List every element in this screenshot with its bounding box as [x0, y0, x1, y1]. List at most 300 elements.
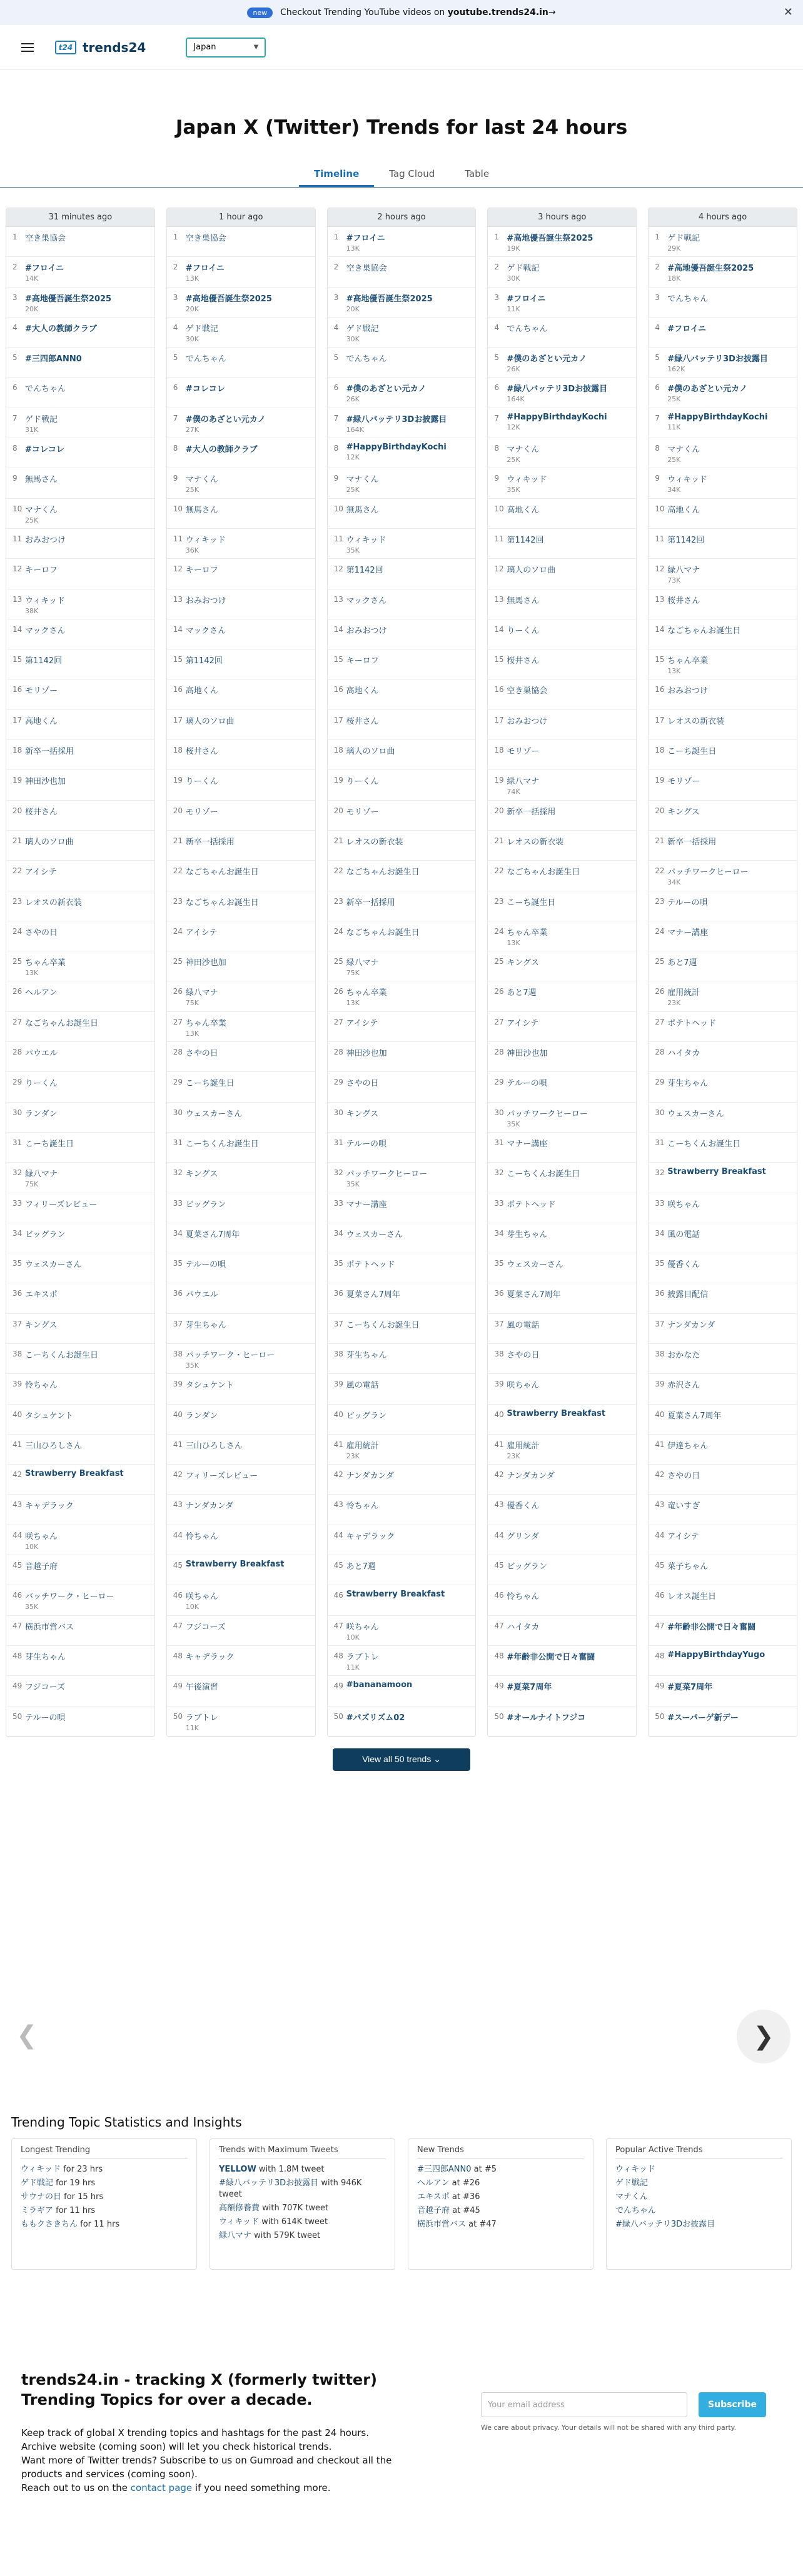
trend-name[interactable]: キャデラック: [25, 1501, 74, 1511]
trend-name[interactable]: レオスの新衣装: [507, 837, 564, 847]
trend-name[interactable]: #HappyBirthdayYugo: [667, 1650, 765, 1660]
trend-name[interactable]: キーロフ: [185, 566, 218, 576]
trend-name[interactable]: 璃人のソロ曲: [25, 837, 74, 847]
trend-row[interactable]: [328, 529, 476, 559]
trend-name[interactable]: なごちゃんお誕生日: [346, 868, 420, 878]
trend-name[interactable]: マナー講座: [346, 1200, 387, 1210]
logo[interactable]: [55, 40, 146, 55]
trend-row[interactable]: [488, 740, 636, 770]
trend-name[interactable]: キーロフ: [346, 656, 379, 666]
trend-name[interactable]: マナくん: [185, 475, 218, 485]
trend-row[interactable]: [6, 257, 154, 287]
trend-row[interactable]: [649, 1616, 797, 1646]
trend-name[interactable]: ウィキッド: [346, 535, 386, 545]
trend-row[interactable]: [6, 499, 154, 529]
trend-row[interactable]: [649, 1495, 797, 1525]
trend-row[interactable]: [649, 801, 797, 831]
trend-row[interactable]: [167, 649, 315, 679]
trend-name[interactable]: 竜いすぎ: [667, 1501, 700, 1511]
trend-name[interactable]: 緑八マナ: [185, 988, 218, 998]
trend-name[interactable]: アイシテ: [185, 928, 218, 938]
trend-name[interactable]: 空き巣協会: [25, 234, 66, 243]
trend-row[interactable]: [649, 710, 797, 740]
trend-row[interactable]: [328, 468, 476, 498]
trend-name[interactable]: あと7週: [507, 988, 537, 998]
trend-name[interactable]: フィリーズレビュー: [25, 1200, 98, 1210]
trend-row[interactable]: [328, 1193, 476, 1223]
trend-row[interactable]: [6, 1344, 154, 1374]
trend-row[interactable]: [167, 348, 315, 378]
trend-name[interactable]: 神田沙也加: [346, 1049, 387, 1059]
trend-name[interactable]: おみおつけ: [25, 535, 66, 545]
trend-name[interactable]: 無馬さん: [507, 596, 540, 606]
trend-name[interactable]: さやの日: [25, 928, 58, 938]
trend-name[interactable]: 無馬さん: [185, 505, 218, 515]
trend-row[interactable]: [167, 1465, 315, 1495]
trend-name[interactable]: 夏菜さん7周年: [667, 1411, 722, 1421]
trend-name[interactable]: モリゾー: [346, 807, 379, 817]
trend-name[interactable]: あと7週: [346, 1562, 376, 1572]
trend-name[interactable]: #フロイニ: [25, 264, 64, 274]
trend-row[interactable]: [488, 891, 636, 921]
trend-name[interactable]: 高地くん: [346, 686, 379, 696]
trend-row[interactable]: [649, 559, 797, 589]
trend-row[interactable]: [167, 257, 315, 287]
trend-row[interactable]: [328, 649, 476, 679]
trend-name[interactable]: さやの日: [346, 1079, 379, 1089]
trend-row[interactable]: [488, 1283, 636, 1313]
trend-name[interactable]: ゲド戦記: [185, 324, 218, 334]
trend-name[interactable]: ナンダカンダ: [667, 1320, 715, 1330]
trend-name[interactable]: あと7週: [667, 958, 697, 968]
trend-name[interactable]: #緑八バッテリ3Dお披露目: [507, 384, 608, 394]
trend-row[interactable]: [6, 1283, 154, 1313]
trend-row[interactable]: [6, 861, 154, 891]
trend-name[interactable]: マックさん: [185, 626, 226, 636]
trend-name[interactable]: こーちくんお誕生日: [346, 1320, 420, 1330]
trend-row[interactable]: [649, 468, 797, 498]
trend-row[interactable]: [649, 619, 797, 649]
trend-name[interactable]: なごちゃんお誕生日: [185, 898, 259, 908]
trend-row[interactable]: [649, 679, 797, 709]
trend-row[interactable]: [328, 831, 476, 861]
trend-row[interactable]: [6, 529, 154, 559]
trend-row[interactable]: [328, 559, 476, 589]
trend-row[interactable]: [488, 861, 636, 891]
stats-keyword[interactable]: #緑八バッテリ3Dお披露目: [615, 2219, 715, 2229]
trend-row[interactable]: [649, 408, 797, 438]
trend-row[interactable]: [6, 1435, 154, 1465]
trend-name[interactable]: 伊達ちゃん: [667, 1441, 709, 1451]
trend-row[interactable]: [488, 1193, 636, 1223]
trend-name[interactable]: パッチワークヒーロー: [507, 1109, 588, 1119]
trend-name[interactable]: 璃人のソロ曲: [185, 716, 235, 726]
stats-keyword[interactable]: 緑八マナ: [219, 2230, 252, 2240]
trend-name[interactable]: 風の電話: [507, 1320, 540, 1330]
trend-name[interactable]: ウェスカーさん: [346, 1230, 403, 1240]
trend-row[interactable]: [488, 1253, 636, 1283]
announcement-link[interactable]: youtube.trends24.in: [447, 8, 548, 18]
trend-row[interactable]: [6, 619, 154, 649]
trend-name[interactable]: 第1142回: [346, 566, 383, 576]
trend-name[interactable]: モリゾー: [667, 777, 700, 787]
trend-row[interactable]: [488, 1163, 636, 1193]
trend-row[interactable]: [328, 770, 476, 800]
trend-name[interactable]: 優香くん: [667, 1260, 700, 1270]
trend-row[interactable]: [488, 619, 636, 649]
trend-row[interactable]: [649, 288, 797, 318]
country-select[interactable]: [186, 38, 266, 58]
trend-name[interactable]: ランダン: [25, 1109, 58, 1119]
trend-row[interactable]: [488, 1042, 636, 1072]
trend-row[interactable]: [167, 1616, 315, 1646]
stats-keyword[interactable]: 高額修養費: [219, 2203, 260, 2213]
trend-row[interactable]: [488, 1133, 636, 1163]
trend-row[interactable]: [167, 921, 315, 951]
trend-name[interactable]: ちゃん卒業: [25, 958, 66, 968]
trend-name[interactable]: 芽生ちゃん: [346, 1350, 387, 1360]
trend-row[interactable]: [649, 1676, 797, 1706]
stats-keyword[interactable]: マナくん: [615, 2192, 649, 2202]
trend-name[interactable]: りーくん: [346, 777, 379, 787]
trend-row[interactable]: [488, 951, 636, 981]
trend-name[interactable]: ナンダカンダ: [507, 1471, 555, 1481]
trend-row[interactable]: [6, 559, 154, 589]
trend-name[interactable]: でんちゃん: [507, 324, 548, 334]
trend-row[interactable]: [649, 770, 797, 800]
trend-row[interactable]: [488, 589, 636, 619]
trend-name[interactable]: テルーの唄: [507, 1079, 547, 1089]
trend-row[interactable]: [488, 1495, 636, 1525]
trend-name[interactable]: #オールナイトフジコ: [507, 1713, 586, 1723]
trend-name[interactable]: 怜ちゃん: [185, 1531, 218, 1541]
trend-name[interactable]: #大人の教師クラブ: [185, 445, 258, 455]
trend-row[interactable]: [6, 831, 154, 861]
trend-name[interactable]: 高地くん: [25, 716, 58, 726]
trend-row[interactable]: [6, 951, 154, 981]
trend-row[interactable]: [488, 801, 636, 831]
trend-row[interactable]: [6, 1042, 154, 1072]
trend-name[interactable]: 午後演習: [185, 1683, 218, 1693]
trend-row[interactable]: [6, 348, 154, 378]
trend-name[interactable]: 第1142回: [185, 656, 223, 666]
trend-row[interactable]: [328, 1283, 476, 1313]
trend-name[interactable]: #夏菜7周年: [507, 1683, 552, 1693]
trend-row[interactable]: [6, 1163, 154, 1193]
trend-row[interactable]: [167, 1525, 315, 1555]
trend-row[interactable]: [488, 1616, 636, 1646]
trend-name[interactable]: #HappyBirthdayKochi: [346, 443, 447, 453]
trend-name[interactable]: 夏菜さん7周年: [346, 1290, 400, 1300]
trend-row[interactable]: [328, 981, 476, 1011]
trend-name[interactable]: ラブトレ: [185, 1713, 218, 1723]
trend-name[interactable]: なごちゃんお誕生日: [346, 928, 420, 938]
trend-row[interactable]: [328, 1103, 476, 1133]
stats-keyword[interactable]: ウィキッド: [615, 2164, 655, 2174]
trend-name[interactable]: 桜井さん: [346, 716, 379, 726]
trend-name[interactable]: 神田沙也加: [185, 958, 226, 968]
trend-row[interactable]: [167, 288, 315, 318]
trend-row[interactable]: [328, 257, 476, 287]
trend-name[interactable]: キングス: [25, 1320, 58, 1330]
trend-row[interactable]: [167, 1495, 315, 1525]
trend-row[interactable]: [649, 921, 797, 951]
stats-keyword[interactable]: でんちゃん: [615, 2205, 657, 2215]
trend-name[interactable]: なごちゃんお誕生日: [25, 1018, 99, 1028]
trend-name[interactable]: #フロイニ: [667, 324, 707, 334]
trend-row[interactable]: [167, 408, 315, 438]
trend-name[interactable]: 新卒一括採用: [667, 837, 717, 847]
trend-row[interactable]: [167, 1072, 315, 1102]
trend-row[interactable]: [649, 649, 797, 679]
trend-row[interactable]: [6, 438, 154, 468]
trend-name[interactable]: マックさん: [25, 626, 66, 636]
trend-row[interactable]: [488, 348, 636, 378]
trend-row[interactable]: [488, 378, 636, 408]
trend-name[interactable]: 桜井さん: [667, 596, 700, 606]
trend-name[interactable]: 緑八マナ: [25, 1170, 58, 1180]
trend-name[interactable]: キングス: [507, 958, 539, 968]
trend-name[interactable]: #僕のあざとい元カノ: [346, 384, 427, 394]
trend-name[interactable]: #bananamoon: [346, 1680, 413, 1690]
trend-row[interactable]: [488, 1223, 636, 1253]
trend-name[interactable]: 夏菜さん7周年: [507, 1290, 561, 1300]
trend-row[interactable]: [328, 1405, 476, 1435]
trend-row[interactable]: [649, 1223, 797, 1253]
trend-name[interactable]: ゲド戦記: [346, 324, 379, 334]
trend-name[interactable]: 空き巣協会: [507, 686, 548, 696]
trend-name[interactable]: 音越子府: [25, 1562, 58, 1572]
trend-name[interactable]: #僕のあざとい元カノ: [185, 414, 266, 424]
trend-name[interactable]: 夏菜さん7周年: [185, 1230, 240, 1240]
trend-row[interactable]: [167, 1042, 315, 1072]
trend-name[interactable]: Strawberry Breakfast: [507, 1408, 606, 1418]
trend-name[interactable]: 第1142回: [507, 535, 544, 545]
email-input[interactable]: Your email address: [481, 2392, 687, 2417]
trend-row[interactable]: [649, 529, 797, 559]
trend-name[interactable]: 緑八マナ: [346, 958, 379, 968]
trend-name[interactable]: ちゃん卒業: [507, 928, 548, 938]
trend-name[interactable]: でんちゃん: [346, 354, 387, 364]
trend-row[interactable]: [488, 529, 636, 559]
trend-name[interactable]: 芽生ちゃん: [667, 1079, 709, 1089]
trend-row[interactable]: [488, 649, 636, 679]
trend-name[interactable]: ランダン: [185, 1411, 218, 1421]
trend-row[interactable]: [328, 438, 476, 468]
trend-name[interactable]: 雇用統計: [667, 988, 700, 998]
trend-name[interactable]: ナンダカンダ: [185, 1501, 234, 1511]
prev-arrow-icon[interactable]: ❮: [16, 2020, 38, 2050]
trend-name[interactable]: ビッグラン: [25, 1230, 66, 1240]
trend-row[interactable]: [6, 649, 154, 679]
trend-name[interactable]: ポテトヘッド: [667, 1018, 717, 1028]
trend-row[interactable]: [167, 801, 315, 831]
trend-name[interactable]: #緑八バッテリ3Dお披露目: [667, 354, 768, 364]
trend-row[interactable]: [6, 921, 154, 951]
trend-name[interactable]: グリンダ: [507, 1531, 539, 1541]
trend-row[interactable]: [488, 288, 636, 318]
trend-name[interactable]: エキスポ: [25, 1290, 58, 1300]
trend-row[interactable]: [328, 1223, 476, 1253]
trend-name[interactable]: りーくん: [507, 626, 540, 636]
trend-name[interactable]: キーロフ: [25, 566, 58, 576]
trend-name[interactable]: ウェスカーさん: [507, 1260, 563, 1270]
trend-row[interactable]: [167, 1223, 315, 1253]
trend-name[interactable]: タシュケント: [185, 1381, 234, 1391]
trend-name[interactable]: #高地優吾誕生祭2025: [346, 294, 433, 304]
trend-row[interactable]: [167, 951, 315, 981]
trend-row[interactable]: [328, 227, 476, 257]
trend-row[interactable]: [167, 679, 315, 709]
trend-name[interactable]: 咲ちゃん: [507, 1381, 540, 1391]
stats-keyword[interactable]: サウナの日: [21, 2192, 62, 2202]
trend-name[interactable]: Strawberry Breakfast: [346, 1590, 445, 1600]
trend-name[interactable]: #HappyBirthdayKochi: [507, 412, 607, 422]
trend-row[interactable]: [167, 559, 315, 589]
trend-name[interactable]: ゲド戦記: [507, 264, 540, 274]
trend-name[interactable]: 緑八マナ: [667, 566, 700, 576]
trend-row[interactable]: [649, 1253, 797, 1283]
trend-row[interactable]: [6, 1193, 154, 1223]
trend-row[interactable]: [167, 1344, 315, 1374]
contact-link[interactable]: contact page: [130, 2482, 193, 2493]
trend-row[interactable]: [167, 589, 315, 619]
trend-row[interactable]: [167, 740, 315, 770]
trend-name[interactable]: ビッグラン: [507, 1562, 547, 1572]
trend-name[interactable]: #年齢非公開で日々奮闘: [667, 1622, 756, 1632]
trend-name[interactable]: マナー講座: [507, 1139, 548, 1149]
trend-row[interactable]: [167, 710, 315, 740]
trend-row[interactable]: [167, 1646, 315, 1676]
trend-name[interactable]: 怜ちゃん: [507, 1592, 540, 1602]
trend-name[interactable]: 神田沙也加: [25, 777, 66, 787]
trend-row[interactable]: [328, 1374, 476, 1404]
trend-row[interactable]: [6, 1374, 154, 1404]
trend-name[interactable]: キャデラック: [346, 1531, 395, 1541]
trend-name[interactable]: ウェスカーさん: [25, 1260, 82, 1270]
stats-keyword[interactable]: ゲド戦記: [615, 2178, 649, 2188]
stats-keyword[interactable]: ヘルアン: [417, 2178, 450, 2188]
trend-row[interactable]: [328, 861, 476, 891]
trend-name[interactable]: パウエル: [185, 1290, 218, 1300]
trend-name[interactable]: ビッグラン: [185, 1200, 226, 1210]
trend-row[interactable]: [6, 288, 154, 318]
trend-row[interactable]: [167, 831, 315, 861]
trend-row[interactable]: [6, 408, 154, 438]
hamburger-icon[interactable]: [21, 41, 34, 54]
trend-name[interactable]: キングス: [185, 1170, 218, 1180]
trend-row[interactable]: [167, 318, 315, 348]
trend-name[interactable]: 咲ちゃん: [25, 1531, 58, 1541]
trend-row[interactable]: [6, 227, 154, 257]
trend-name[interactable]: #コレコレ: [185, 384, 225, 394]
trend-row[interactable]: [167, 438, 315, 468]
trend-name[interactable]: おみおつけ: [667, 686, 709, 696]
trend-row[interactable]: [649, 318, 797, 348]
trend-row[interactable]: [488, 438, 636, 468]
trend-name[interactable]: おみおつけ: [507, 716, 548, 726]
trend-row[interactable]: [6, 1253, 154, 1283]
stats-keyword[interactable]: ももクさきちん: [21, 2219, 78, 2229]
trend-row[interactable]: [649, 1344, 797, 1374]
trend-name[interactable]: ゲド戦記: [25, 414, 58, 424]
trend-row[interactable]: [167, 1283, 315, 1313]
trend-row[interactable]: [167, 1193, 315, 1223]
trend-name[interactable]: 高地くん: [507, 505, 540, 515]
trend-name[interactable]: バッチワーク・ヒーロー: [25, 1592, 114, 1602]
trend-row[interactable]: [328, 1616, 476, 1646]
trend-row[interactable]: [328, 1314, 476, 1344]
trend-row[interactable]: [167, 861, 315, 891]
trend-name[interactable]: こーち誕生日: [185, 1079, 235, 1089]
trend-name[interactable]: 芽生ちゃん: [185, 1320, 226, 1330]
trend-row[interactable]: [488, 1103, 636, 1133]
trend-row[interactable]: [328, 1042, 476, 1072]
trend-row[interactable]: [328, 499, 476, 529]
trend-row[interactable]: [6, 1405, 154, 1435]
stats-keyword[interactable]: ウィキッド: [21, 2164, 61, 2174]
trend-row[interactable]: [328, 951, 476, 981]
trend-row[interactable]: [649, 1193, 797, 1223]
trend-row[interactable]: [167, 1012, 315, 1042]
trend-name[interactable]: でんちゃん: [185, 354, 226, 364]
trend-row[interactable]: [328, 348, 476, 378]
trend-name[interactable]: でんちゃん: [667, 294, 709, 304]
trend-name[interactable]: ウィキッド: [185, 535, 226, 545]
trend-row[interactable]: [328, 1435, 476, 1465]
trend-name[interactable]: タシュケント: [25, 1411, 74, 1421]
trend-name[interactable]: 芽生ちゃん: [507, 1230, 548, 1240]
trend-row[interactable]: [649, 951, 797, 981]
stats-keyword[interactable]: YELLOW: [219, 2164, 256, 2174]
trend-name[interactable]: 璃人のソロ曲: [507, 566, 556, 576]
trend-name[interactable]: マナくん: [667, 445, 700, 455]
tab-timeline[interactable]: Timeline: [299, 164, 374, 187]
trend-row[interactable]: [649, 499, 797, 529]
trend-name[interactable]: おみおつけ: [346, 626, 387, 636]
trend-name[interactable]: 赤沢さん: [667, 1381, 700, 1391]
trend-row[interactable]: [167, 1676, 315, 1706]
trend-name[interactable]: フジコーズ: [185, 1622, 226, 1632]
trend-name[interactable]: ポテトヘッド: [346, 1260, 395, 1270]
trend-row[interactable]: [328, 740, 476, 770]
trend-row[interactable]: [6, 1495, 154, 1525]
trend-name[interactable]: 咲ちゃん: [667, 1200, 700, 1210]
trend-row[interactable]: [488, 1465, 636, 1495]
trend-name[interactable]: #スーパーゲ新デー: [667, 1713, 739, 1723]
trend-row[interactable]: [488, 1525, 636, 1555]
trend-name[interactable]: Strawberry Breakfast: [25, 1469, 124, 1479]
trend-name[interactable]: モリゾー: [185, 807, 218, 817]
trend-row[interactable]: [488, 408, 636, 438]
trend-row[interactable]: [167, 1103, 315, 1133]
stats-keyword[interactable]: エキスポ: [417, 2192, 450, 2202]
trend-name[interactable]: なごちゃんお誕生日: [507, 868, 580, 878]
trend-name[interactable]: さやの日: [667, 1471, 700, 1481]
trend-name[interactable]: 新卒一括採用: [185, 837, 235, 847]
trend-row[interactable]: [167, 1585, 315, 1615]
trend-row[interactable]: [6, 1676, 154, 1706]
trend-row[interactable]: [649, 348, 797, 378]
trend-row[interactable]: [328, 1344, 476, 1374]
trend-row[interactable]: [488, 468, 636, 498]
stats-keyword[interactable]: 横浜市営バス: [417, 2219, 467, 2229]
stats-keyword[interactable]: #緑八バッテリ3Dお披露目: [219, 2178, 319, 2188]
trend-row[interactable]: [328, 1706, 476, 1737]
trend-name[interactable]: #夏菜7周年: [667, 1683, 713, 1693]
trend-row[interactable]: [328, 1163, 476, 1193]
trend-row[interactable]: [649, 1103, 797, 1133]
